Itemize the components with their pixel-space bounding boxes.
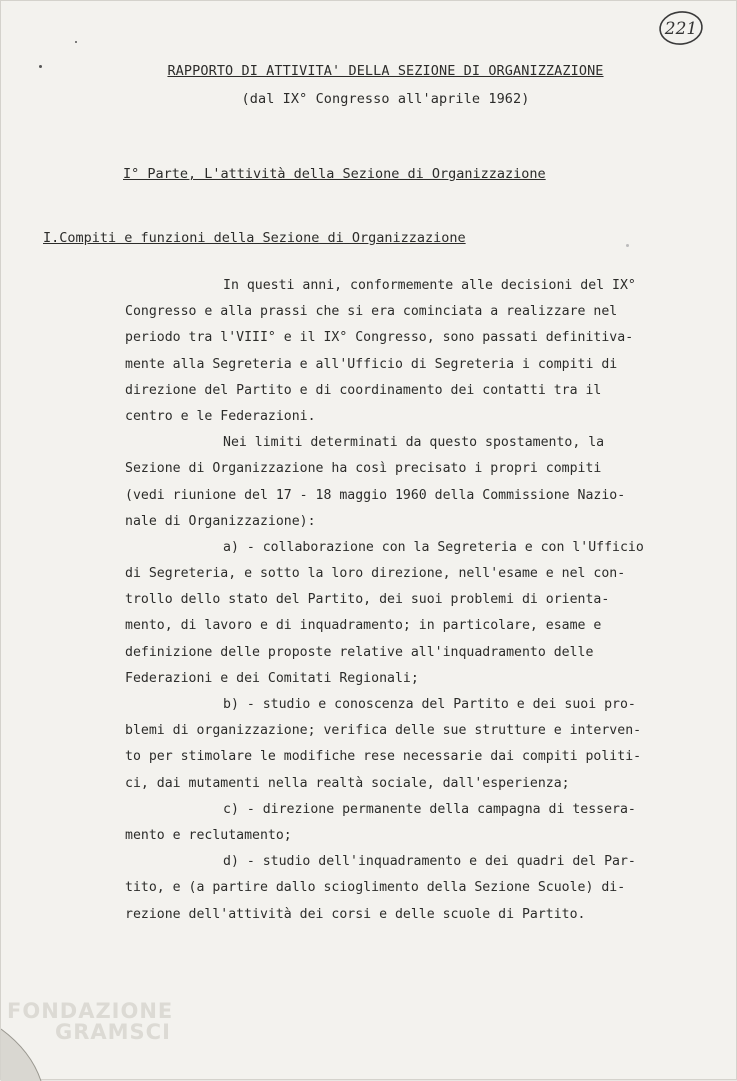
body-line: c) - direzione permanente della campagna di tessera-	[223, 801, 636, 817]
body-line: di Segreteria, e sotto la loro direzione, nell'esame e nel con-	[125, 566, 626, 582]
body-line: ci, dai mutamenti nella realtà sociale, dall'esperienza;	[125, 775, 570, 791]
watermark-line-2: GRAMSCI	[55, 1020, 171, 1044]
body-line: nale di Organizzazione):	[125, 513, 316, 529]
body-line: Congresso e alla prassi che si era cominciata a realizzare nel	[125, 304, 618, 320]
paper-speck	[626, 244, 629, 247]
part-heading: I° Parte, L'attività della Sezione di Organizzazione	[123, 166, 546, 182]
body-line: mento e reclutamento;	[125, 827, 292, 843]
archive-watermark	[7, 1001, 173, 1043]
body-line: Nei limiti determinati da questo spostamento, la	[223, 435, 605, 451]
watermark-line-1: FONDAZIONE	[7, 999, 174, 1023]
body-line: mente alla Segreteria e all'Ufficio di Segreteria i compiti di	[125, 356, 618, 372]
paper-speck	[75, 41, 77, 43]
body-line: tito, e (a partire dallo scioglimento della Sezione Scuole) di-	[125, 880, 626, 896]
document-title: RAPPORTO DI ATTIVITA' DELLA SEZIONE DI ORGANIZZAZIONE	[167, 63, 604, 79]
body-line: Sezione di Organizzazione ha così precisato i propri compiti	[125, 461, 602, 477]
body-text	[125, 273, 705, 928]
body-line: In questi anni, conformemente alle decisioni del IX°	[223, 278, 636, 293]
section-heading: I.Compiti e funzioni della Sezione di Organizzazione	[43, 230, 466, 246]
body-line: definizione delle proposte relative all'inquadramento delle	[125, 644, 594, 660]
body-line: blemi di organizzazione; verifica delle sue strutture e interven-	[125, 723, 642, 739]
body-line: centro e le Federazioni.	[125, 408, 316, 424]
body-line: to per stimolare le modifiche rese necessarie dai compiti politi-	[125, 749, 642, 765]
body-line: trollo dello stato del Partito, dei suoi problemi di orienta-	[125, 592, 610, 608]
body-line: direzione del Partito e di coordinamento dei contatti tra il	[125, 382, 602, 398]
body-line: periodo tra l'VIII° e il IX° Congresso, sono passati definitiva-	[125, 330, 634, 346]
body-line: Federazioni e dei Comitati Regionali;	[125, 670, 419, 686]
body-line: b) - studio e conoscenza del Partito e dei suoi pro-	[223, 697, 636, 712]
folio-number: 221	[664, 19, 698, 39]
body-line: (vedi riunione del 17 - 18 maggio 1960 della Commissione Nazio-	[125, 487, 626, 503]
body-line: mento, di lavoro e di inquadramento; in particolare, esame e	[125, 618, 602, 634]
body-line: d) - studio dell'inquadramento e dei quadri del Par-	[223, 854, 636, 870]
body-line: rezione dell'attività dei corsi e delle scuole di Partito.	[125, 906, 586, 922]
body-line: a) - collaborazione con la Segreteria e con l'Ufficio	[223, 539, 644, 555]
folio-number-stamp	[657, 8, 705, 48]
paper-speck	[39, 65, 42, 68]
document-subtitle: (dal IX° Congresso all'aprile 1962)	[241, 91, 530, 107]
